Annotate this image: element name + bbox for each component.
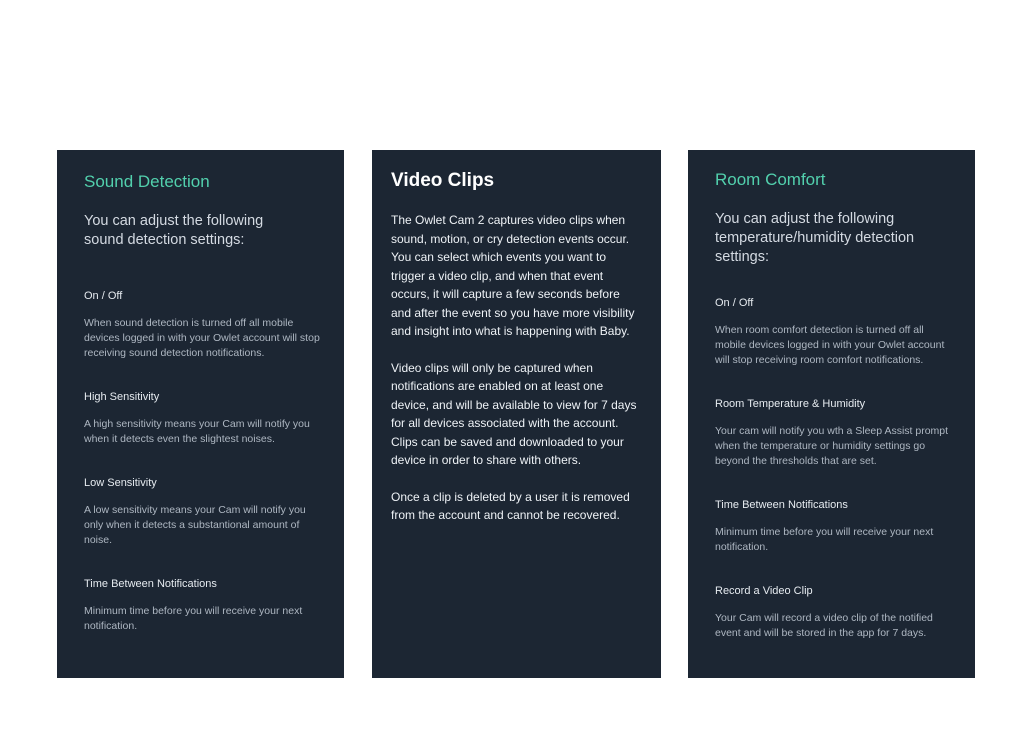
room-comfort-panel [688, 150, 975, 678]
video-clips-body [391, 211, 643, 525]
sound-detection-intro: You can adjust the following sound detection settings: [84, 213, 264, 248]
video-paragraph: Video clips will only be captured when notifications are enabled on at least one device, and will be available to view for 7 days for all devices associated with the account. Clips can be saved and downloaded to your device in order to share with others. [391, 360, 637, 467]
section-title: High Sensitivity [84, 391, 160, 403]
video-paragraph: The Owlet Cam 2 captures video clips when sound, motion, or cry detection events occur. You can select which events you want to trigger a video clip, and when that event occurs, it will capture a few seconds before and after the event so you have more visibility and insight into what is happening with Baby. [391, 213, 635, 338]
sound-detection-title: Sound Detection [84, 172, 210, 191]
section-text: A low sensitivity means your Cam will notify you only when it detects a substantional amount of noise. [84, 504, 306, 546]
sound-section-on-off [84, 290, 324, 361]
section-title: Time Between Notifications [715, 499, 848, 511]
section-title: Record a Video Clip [715, 585, 813, 597]
room-section-on-off [715, 297, 955, 368]
sound-section-low-sensitivity [84, 477, 324, 548]
section-title: Time Between Notifications [84, 578, 217, 590]
room-section-temp-humidity [715, 398, 955, 469]
section-title: Low Sensitivity [84, 477, 157, 489]
sound-detection-panel [57, 150, 344, 678]
video-paragraph: Once a clip is deleted by a user it is removed from the account and cannot be recovered. [391, 489, 630, 522]
video-clips-panel [372, 150, 661, 678]
room-section-time-between [715, 499, 955, 555]
section-text: When sound detection is turned off all mobile devices logged in with your Owlet account will stop receiving sound detection notifications. [84, 317, 320, 359]
section-title: Room Temperature & Humidity [715, 398, 866, 410]
sound-section-high-sensitivity [84, 391, 324, 447]
sound-section-time-between [84, 578, 324, 634]
room-comfort-intro: You can adjust the following temperature/humidity detection settings: [715, 211, 915, 265]
section-title: On / Off [715, 297, 754, 309]
section-text: Your Cam will record a video clip of the notified event and will be stored in the app for 7 days. [715, 612, 933, 639]
section-text: Minimum time before you will receive your next notification. [715, 526, 934, 553]
section-text: When room comfort detection is turned off all mobile devices logged in with your Owlet account will stop receiving room comfort notifications. [715, 324, 945, 366]
section-title: On / Off [84, 290, 123, 302]
section-text: Minimum time before you will receive your next notification. [84, 605, 303, 632]
room-section-record-clip [715, 585, 955, 641]
room-comfort-title: Room Comfort [715, 170, 826, 189]
section-text: Your cam will notify you wth a Sleep Assist prompt when the temperature or humidity settings go beyond the thresholds that are set. [715, 425, 949, 467]
section-text: A high sensitivity means your Cam will notify you when it detects even the slightest noises. [84, 418, 310, 445]
video-clips-title: Video Clips [391, 170, 495, 191]
